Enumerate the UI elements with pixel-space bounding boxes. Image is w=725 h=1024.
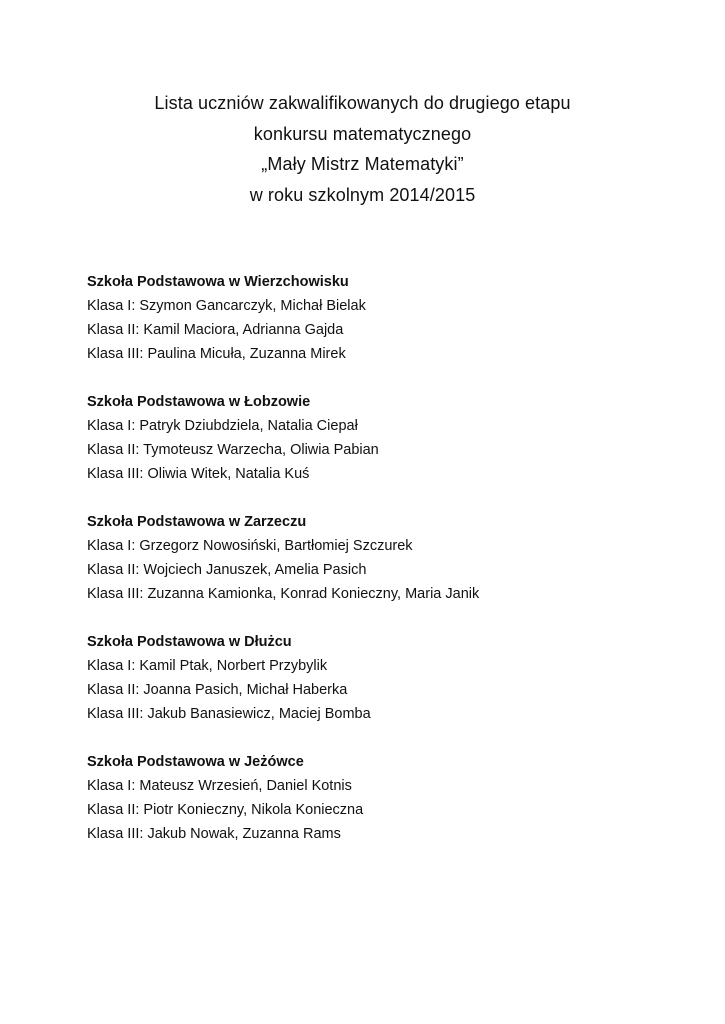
school-section — [87, 510, 687, 606]
class-entry: Klasa I: Szymon Gancarczyk, Michał Bielak — [87, 298, 366, 314]
class-entry: Klasa III: Jakub Nowak, Zuzanna Rams — [87, 826, 341, 842]
school-name: Szkoła Podstawowa w Zarzeczu — [87, 514, 307, 530]
class-entry: Klasa II: Wojciech Januszek, Amelia Pasich — [87, 562, 367, 578]
title-line: konkursu matematycznego — [253, 123, 472, 144]
school-name: Szkoła Podstawowa w Wierzchowisku — [87, 274, 349, 290]
class-entry: Klasa III: Jakub Banasiewicz, Maciej Bomba — [87, 706, 371, 722]
class-entry: Klasa III: Paulina Micuła, Zuzanna Mirek — [87, 346, 346, 362]
school-section — [87, 630, 687, 726]
school-section — [87, 270, 687, 366]
school-list — [87, 270, 687, 870]
class-entry: Klasa I: Grzegorz Nowosiński, Bartłomiej Szczurek — [87, 538, 413, 554]
school-name: Szkoła Podstawowa w Dłużcu — [87, 634, 292, 650]
class-entry: Klasa II: Joanna Pasich, Michał Haberka — [87, 682, 348, 698]
school-section — [87, 750, 687, 846]
class-entry: Klasa III: Zuzanna Kamionka, Konrad Konieczny, Maria Janik — [87, 586, 480, 602]
school-name: Szkoła Podstawowa w Jeżówce — [87, 754, 304, 770]
title-line: w roku szkolnym 2014/2015 — [249, 184, 476, 205]
class-entry: Klasa II: Tymoteusz Warzecha, Oliwia Pabian — [87, 442, 379, 458]
class-entry: Klasa III: Oliwia Witek, Natalia Kuś — [87, 466, 310, 482]
class-entry: Klasa II: Kamil Maciora, Adrianna Gajda — [87, 322, 344, 338]
class-entry: Klasa I: Patryk Dziubdziela, Natalia Ciepał — [87, 418, 358, 434]
document-title — [0, 88, 725, 210]
class-entry: Klasa II: Piotr Konieczny, Nikola Konieczna — [87, 802, 364, 818]
class-entry: Klasa I: Mateusz Wrzesień, Daniel Kotnis — [87, 778, 352, 794]
class-entry: Klasa I: Kamil Ptak, Norbert Przybylik — [87, 658, 328, 674]
school-name: Szkoła Podstawowa w Łobzowie — [87, 394, 311, 410]
title-line: „Mały Mistrz Matematyki” — [261, 154, 464, 174]
school-section — [87, 390, 687, 486]
title-line: Lista uczniów zakwalifikowanych do drugiego etapu — [154, 93, 571, 113]
